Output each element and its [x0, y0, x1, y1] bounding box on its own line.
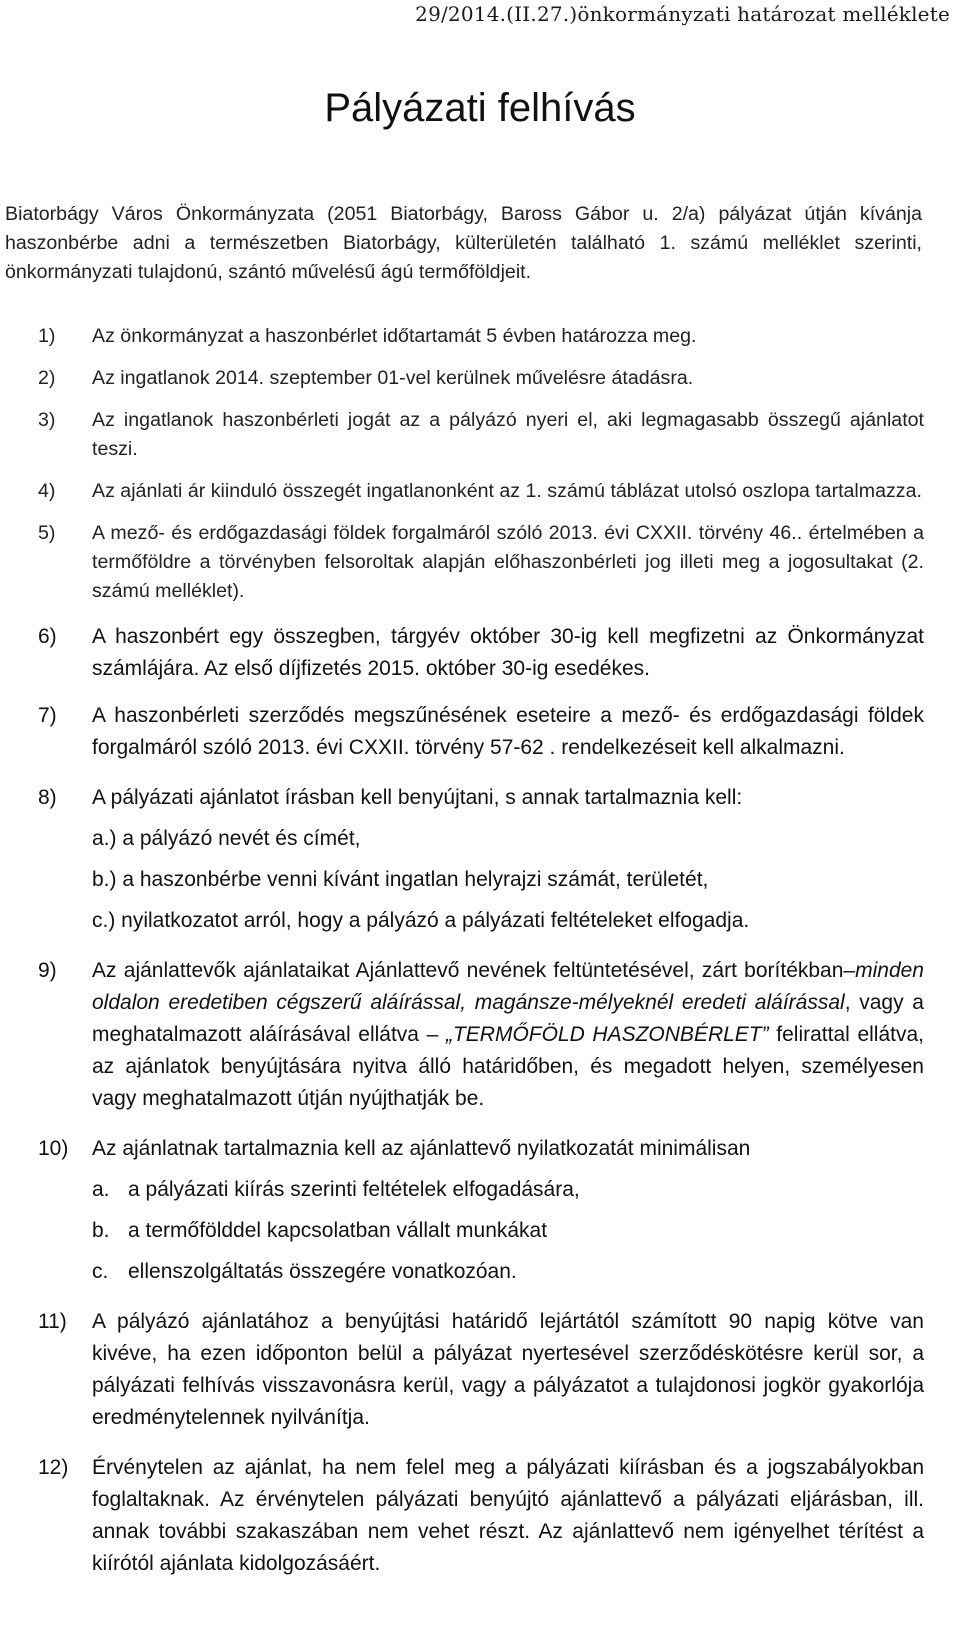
item-number: 4) — [38, 480, 56, 502]
list-item — [38, 364, 924, 393]
list-item — [38, 1133, 924, 1288]
list-item — [38, 700, 924, 764]
item-text-part: Az ajánlattevők ajánlataikat Ajánlattevő nevének feltüntetésével, zárt borítékban– — [92, 959, 856, 982]
item-text-part: felirattal ellátva, az ajánlatok benyújtására nyitva álló határidőben, és megadott helyen, személyesen vagy meghatalmazott útján nyújthatják be. — [92, 1023, 924, 1110]
list-item — [38, 322, 924, 351]
sub-item-letter: a. — [92, 1178, 110, 1201]
list-item — [38, 406, 924, 464]
item-text: A haszonbért egy összegben, tárgyév október 30-ig kell megfizetni az Önkormányzat számlájára. Az első díjfizetés 2015. október 30-ig esedékes. — [92, 625, 924, 680]
item-text: Az ingatlanok haszonbérleti jogát az a pályázó nyeri el, aki legmagasabb összegű ajánlatot teszi. — [92, 409, 924, 460]
item-text: A pályázati ajánlatot írásban kell benyújtani, s annak tartalmaznia kell: — [92, 786, 743, 809]
item-text-italic: „TERMŐFÖLD HASZONBÉRLET” — [445, 1023, 769, 1046]
sub-item-text: nyilatkozatot arról, hogy a pályázó a pályázati feltételeket elfogadja. — [121, 909, 750, 932]
page-title: Pályázati felhívás — [324, 86, 636, 130]
list-item — [38, 1306, 924, 1434]
item-text: Az ingatlanok 2014. szeptember 01-vel kerülnek művelésre átadásra. — [92, 367, 694, 389]
item-number: 9) — [38, 959, 57, 982]
item-text: Az ajánlati ár kiinduló összegét ingatlanonként az 1. számú táblázat utolsó oszlopa tartalmazza. — [92, 480, 922, 502]
list-item — [38, 782, 924, 937]
item-text: A mező- és erdőgazdasági földek forgalmáról szóló 2013. évi CXXII. törvény 46.. értelmében a termőföldre a törvényben felsoroltak alapján előhaszonbérleti jog illeti meg a jogosultakat (2. számú melléklet). — [92, 522, 924, 602]
item-number: 12) — [38, 1456, 69, 1479]
item-number: 7) — [38, 704, 57, 727]
list-item — [38, 955, 924, 1115]
sub-item-text: a pályázati kiírás szerinti feltételek elfogadására, — [128, 1178, 580, 1201]
sub-item — [92, 823, 924, 855]
sub-item-text: a pályázó nevét és címét, — [122, 827, 361, 850]
sub-item-letter: c.) — [92, 909, 116, 932]
sub-item-text: ellenszolgáltatás összegére vonatkozóan. — [128, 1260, 517, 1283]
resolution-reference: 29/2014.(II.27.)önkormányzati határozat melléklete — [415, 2, 950, 26]
sub-item — [92, 864, 924, 896]
item-number: 11) — [38, 1310, 67, 1333]
list-item — [38, 477, 924, 506]
item-text-italic: minden oldalon eredetiben cégszerű aláírással, magánsze-mélyeknél eredeti aláírással — [92, 959, 924, 1014]
sub-item — [92, 1256, 924, 1288]
item-text: A pályázó ajánlatához a benyújtási határidő lejártától számított 90 napig kötve van kivéve, ha ezen időponton belül a pályázat nyertesével szerződéskötésre kerül sor, a pályázati felhívás visszavonásra kerül, vagy a pályázatot a tulajdonosi jogkör gyakorlója eredménytelennek nyilvánítja. — [92, 1310, 924, 1429]
sub-item-letter: c. — [92, 1260, 109, 1283]
item-text: Érvénytelen az ajánlat, ha nem felel meg a pályázati kiírásban és a jogszabályokban foglaltaknak. Az érvénytelen pályázati benyújtó ajánlattevő a pályázati eljárásban, ill. annak további szakaszában nem vehet részt. Az ajánlattevő nem igényelhet térítést a kiírótól ajánlata kidolgozásáért. — [92, 1456, 924, 1575]
item-number: 6) — [38, 625, 57, 648]
sub-item — [92, 1174, 924, 1206]
sub-item — [92, 905, 924, 937]
sub-item — [92, 1215, 924, 1247]
intro-paragraph: Biatorbágy Város Önkormányzata (2051 Biatorbágy, Baross Gábor u. 2/a) pályázat útján kívánja haszonbérbe adni a természetben Biatorbágy, külterületén található 1. számú melléklet szerinti, önkormányzati tulajdonú, szántó művelésű ágú termőföldjeit. — [5, 203, 922, 283]
item-number: 3) — [38, 409, 56, 431]
item-text: A haszonbérleti szerződés megszűnésének eseteire a mező- és erdőgazdasági földek forgalmáról szóló 2013. évi CXXII. törvény 57-62 . rendelkezéseit kell alkalmazni. — [92, 704, 924, 759]
list-item — [38, 1452, 924, 1580]
item-text: Az önkormányzat a haszonbérlet időtartamát 5 évben határozza meg. — [92, 325, 697, 347]
item-number: 1) — [38, 325, 56, 347]
sub-item-letter: b.) — [92, 868, 117, 891]
item-text-part: , vagy a meghatalmazott aláírásával ellátva – — [92, 991, 924, 1046]
sub-item-text: a termőfölddel kapcsolatban vállalt munkákat — [128, 1219, 548, 1242]
sub-item-text: a haszonbérbe venni kívánt ingatlan helyrajzi számát, területét, — [122, 868, 709, 891]
list-item — [38, 621, 924, 685]
item-number: 5) — [38, 522, 56, 544]
conditions-list — [38, 322, 924, 1580]
item-number: 8) — [38, 786, 57, 809]
sub-item-letter: a.) — [92, 827, 117, 850]
item-number: 10) — [38, 1137, 69, 1160]
item-number: 2) — [38, 367, 56, 389]
item-text: Az ajánlatnak tartalmaznia kell az ajánlattevő nyilatkozatát minimálisan — [92, 1137, 751, 1160]
sub-item-letter: b. — [92, 1219, 110, 1242]
list-item — [38, 519, 924, 606]
